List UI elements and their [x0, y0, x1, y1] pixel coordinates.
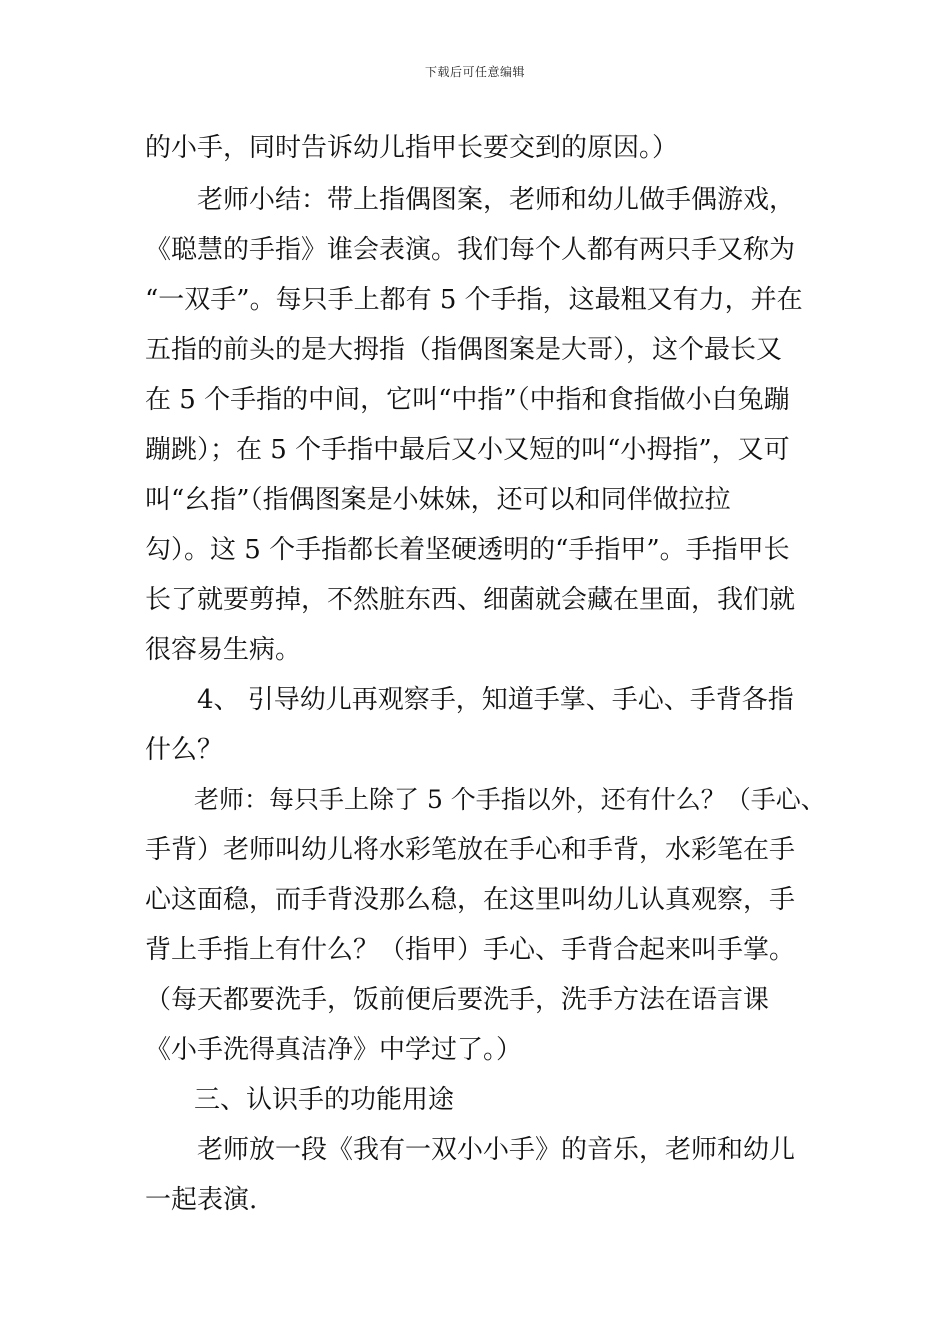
text-line: 老师小结：带上指偶图案，老师和幼儿做手偶游戏，	[197, 185, 796, 215]
text-line: 老师放一段《我有一双小小手》的音乐，老师和幼儿	[197, 1135, 796, 1165]
text-line: 五指的前头的是大拇指（指偶图案是大哥），这个最长又	[145, 335, 783, 365]
text-line: 4、 引导幼儿再观察手，知道手掌、手心、手背各指	[197, 685, 794, 715]
text-line: 背上手指上有什么？（指甲）手心、手背合起来叫手掌。	[145, 935, 796, 965]
text-line: 叫“幺指”（指偶图案是小妹妹，还可以和同伴做拉拉	[145, 485, 731, 515]
section-heading: 三、认识手的功能用途	[194, 1085, 455, 1115]
text-line: 长了就要剪掉，不然脏东西、细菌就会藏在里面，我们就	[145, 585, 796, 615]
text-line: （每天都要洗手，饭前便后要洗手，洗手方法在语言课	[145, 985, 770, 1015]
text-line: 老师：每只手上除了 5 个手指以外，还有什么？（手心、	[194, 785, 826, 814]
text-line: 勾）。这 5 个手指都长着坚硬透明的“手指甲”。手指甲长	[145, 535, 790, 565]
page-header: 下载后可任意编辑	[424, 65, 525, 79]
text-line: 蹦跳）；在 5 个手指中最后又小又短的叫“小拇指”，又可	[145, 435, 790, 465]
text-line: 什么？	[145, 735, 224, 765]
text-line: 很容易生病。	[145, 635, 302, 665]
text-line: 一起表演.	[145, 1185, 258, 1215]
text-line: 在 5 个手指的中间，它叫“中指”（中指和食指做小白兔蹦	[145, 385, 790, 415]
text-line: 心这面稳，而手背没那么稳，在这里叫幼儿认真观察，手	[145, 885, 796, 915]
text-line: 《聪慧的手指》谁会表演。我们每个人都有两只手又称为	[145, 235, 796, 265]
text-line: 手背）老师叫幼儿将水彩笔放在手心和手背，水彩笔在手	[145, 835, 796, 865]
text-line: 《小手洗得真洁净》中学过了。）	[145, 1035, 523, 1065]
text-line: 的小手，同时告诉幼儿指甲长要交到的原因。）	[145, 133, 679, 163]
text-line: “一双手”。每只手上都有 5 个手指，这最粗又有力，并在	[145, 285, 803, 315]
